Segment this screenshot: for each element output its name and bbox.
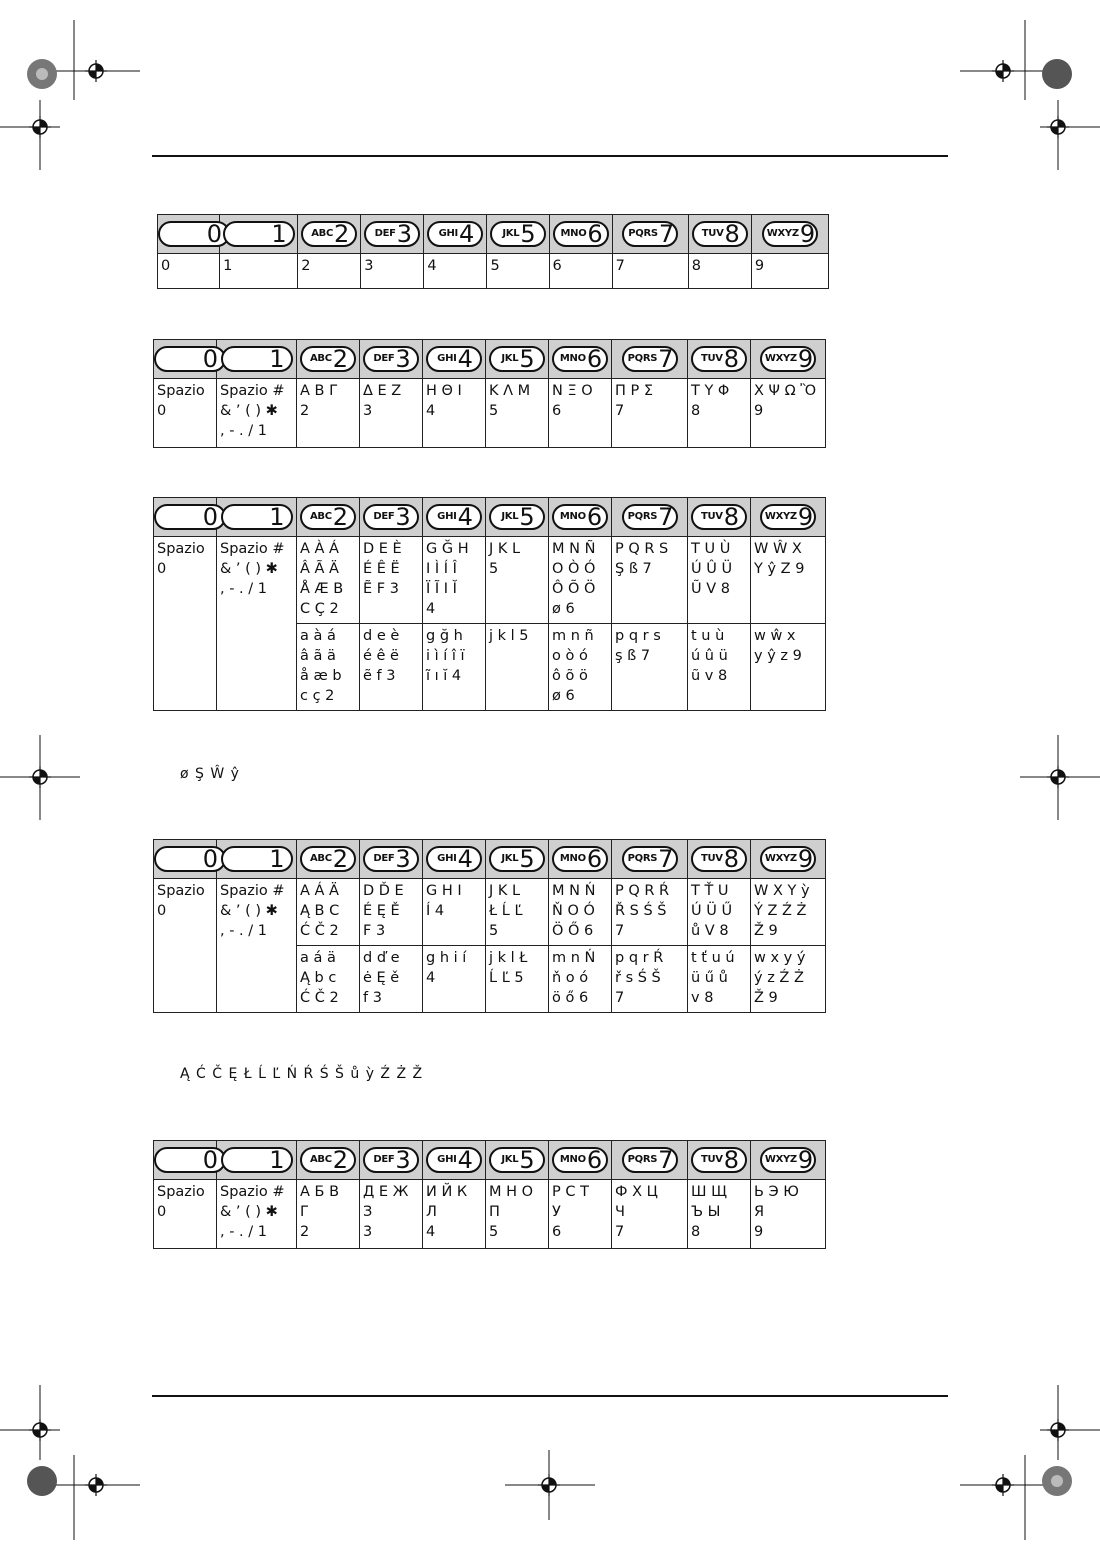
- key-digit: 8: [723, 503, 740, 531]
- key-header-cell: [486, 840, 549, 879]
- key-letters: ABC: [311, 228, 333, 239]
- key-letters: PQRS: [627, 853, 658, 864]
- character-cell: Δ Ε Ζ 3: [360, 379, 423, 448]
- key-3-icon: [363, 846, 419, 872]
- key-digit: 1: [269, 845, 285, 873]
- key-9-icon: [760, 1147, 816, 1173]
- character-cell: Κ Λ Μ 5: [486, 379, 549, 448]
- key-digit: 7: [658, 1146, 674, 1174]
- key-letters: JKL: [501, 353, 519, 364]
- key-letters: PQRS: [627, 353, 658, 364]
- character-cell: 6: [549, 254, 612, 289]
- key-digit: 9: [797, 345, 814, 373]
- key-2-icon: [300, 346, 356, 372]
- character-cell: Spazio # & ’ ( ) ✱ , - . / 1: [217, 1180, 297, 1249]
- key-digit: 4: [457, 1146, 473, 1174]
- key-letters: PQRS: [627, 511, 658, 522]
- key-digit: 0: [202, 503, 218, 531]
- key-4-icon: [427, 221, 483, 247]
- table-row: [154, 537, 826, 624]
- extended-character-table-2: [153, 839, 826, 1013]
- character-cell: m n ñ o ò ó ô õ ö ø 6: [549, 624, 612, 711]
- key-header-cell: [298, 215, 361, 254]
- character-cell: j k l 5: [486, 624, 549, 711]
- table-row: [158, 254, 829, 289]
- key-digit: 8: [723, 1146, 740, 1174]
- key-header-cell: [486, 1141, 549, 1180]
- special-characters-note-1: ø Ş Ŵ ŷ: [180, 766, 240, 782]
- key-letters: WXYZ: [764, 853, 797, 864]
- character-cell: p q r s ş ß 7: [612, 624, 688, 711]
- character-cell: Spazio 0: [154, 379, 217, 448]
- character-cell: A À Á Â Ã Ä Å Æ B C Ç 2: [297, 537, 360, 624]
- key-6-icon: [552, 504, 608, 530]
- character-cell: p q r Ŕ ř s Ś Š 7: [612, 946, 688, 1013]
- character-cell: Η Θ Ι 4: [423, 379, 486, 448]
- character-cell: Spazio 0: [154, 1180, 217, 1249]
- key-letters: GHI: [437, 1154, 457, 1165]
- key-letters: TUV: [700, 853, 723, 864]
- numeric-character-table: [157, 214, 829, 289]
- key-digit: 6: [586, 845, 603, 873]
- character-cell: M N Ń Ň O Ó Ö Ő 6: [549, 879, 612, 946]
- key-digit: 1: [271, 220, 287, 248]
- key-header-cell: [360, 340, 423, 379]
- key-letters: DEF: [373, 853, 395, 864]
- key-letters: JKL: [501, 1154, 519, 1165]
- character-cell: Α Β Γ 2: [297, 379, 360, 448]
- key-1-icon: [221, 346, 293, 372]
- key-3-icon: [363, 346, 419, 372]
- key-header-cell: [486, 340, 549, 379]
- character-cell: W Ŵ X Y ŷ Z 9: [751, 537, 826, 624]
- key-7-icon: [622, 504, 678, 530]
- key-digit: 0: [202, 845, 218, 873]
- key-1-icon: [221, 1147, 293, 1173]
- key-0-icon: [158, 221, 230, 247]
- character-cell: Ν Ξ Ο 6: [549, 379, 612, 448]
- key-6-icon: [552, 346, 608, 372]
- key-letters: ABC: [309, 1154, 332, 1165]
- key-digit: 5: [520, 220, 536, 248]
- key-digit: 4: [457, 503, 473, 531]
- key-6-icon: [552, 846, 608, 872]
- key-0-icon: [154, 846, 226, 872]
- key-digit: 5: [519, 345, 535, 373]
- key-letters: WXYZ: [764, 511, 797, 522]
- key-digit: 6: [586, 503, 603, 531]
- greek-character-table: [153, 339, 826, 448]
- key-digit: 1: [269, 345, 285, 373]
- key-header-cell: [217, 840, 297, 879]
- character-cell: G H I Í 4: [423, 879, 486, 946]
- key-letters: ABC: [309, 353, 332, 364]
- character-cell: И Й К Л 4: [423, 1180, 486, 1249]
- key-header-cell: [154, 340, 217, 379]
- key-digit: 6: [587, 220, 603, 248]
- key-letters: GHI: [437, 511, 457, 522]
- key-letters: TUV: [700, 353, 723, 364]
- key-letters: JKL: [502, 228, 520, 239]
- key-7-icon: [622, 846, 678, 872]
- key-digit: 3: [395, 503, 411, 531]
- character-cell: Spazio 0: [154, 537, 217, 711]
- key-4-icon: [426, 504, 482, 530]
- character-cell: Ш Щ Ъ Ы 8: [688, 1180, 751, 1249]
- key-2-icon: [300, 1147, 356, 1173]
- character-cell: g ğ h i ì í î ï ĩ ı ĭ 4: [423, 624, 486, 711]
- extended-character-table-1: [153, 497, 826, 711]
- key-header-cell: [487, 215, 549, 254]
- key-digit: 3: [395, 1146, 411, 1174]
- character-cell: T U Ù Ú Û Ü Ũ V 8: [688, 537, 751, 624]
- key-header-cell: [360, 1141, 423, 1180]
- character-cell: Spazio 0: [154, 879, 217, 1013]
- key-2-icon: [301, 221, 357, 247]
- key-letters: WXYZ: [764, 1154, 797, 1165]
- key-digit: 9: [797, 503, 814, 531]
- key-header-cell: [360, 498, 423, 537]
- character-cell: P Q R Ŕ Ř S Ś Š 7: [612, 879, 688, 946]
- key-letters: JKL: [501, 853, 519, 864]
- key-digit: 8: [723, 345, 740, 373]
- character-cell: a à á â ã ä å æ b c ç 2: [297, 624, 360, 711]
- key-3-icon: [363, 1147, 419, 1173]
- key-8-icon: [691, 346, 747, 372]
- key-header-cell: [688, 215, 751, 254]
- key-letters: DEF: [373, 353, 395, 364]
- key-header-cell: [549, 840, 612, 879]
- key-1-icon: [221, 504, 293, 530]
- table-row: [154, 379, 826, 448]
- key-digit: 8: [723, 845, 740, 873]
- character-cell: Spazio # & ’ ( ) ✱ , - . / 1: [217, 537, 297, 711]
- character-cell: 5: [487, 254, 549, 289]
- key-0-icon: [154, 1147, 226, 1173]
- key-header-cell: [423, 340, 486, 379]
- key-letters: PQRS: [628, 228, 658, 239]
- key-letters: GHI: [438, 228, 458, 239]
- key-header-cell: [751, 340, 826, 379]
- character-cell: М Н О П 5: [486, 1180, 549, 1249]
- key-letters: TUV: [701, 228, 724, 239]
- key-header-cell: [612, 340, 688, 379]
- key-letters: DEF: [373, 511, 395, 522]
- key-4-icon: [426, 846, 482, 872]
- key-header-cell: [549, 215, 612, 254]
- key-letters: MNO: [560, 228, 587, 239]
- key-9-icon: [760, 346, 816, 372]
- character-cell: J K L Ł Ĺ Ľ 5: [486, 879, 549, 946]
- key-8-icon: [691, 504, 747, 530]
- character-cell: 4: [424, 254, 487, 289]
- special-characters-note-2: Ą Ć Č Ę Ł Ĺ Ľ Ń Ŕ Ś Š ů ỳ Ź Ż Ž: [180, 1066, 424, 1082]
- key-8-icon: [692, 221, 748, 247]
- key-digit: 0: [206, 220, 222, 248]
- key-digit: 2: [332, 345, 349, 373]
- key-1-icon: [223, 221, 295, 247]
- character-cell: Spazio # & ’ ( ) ✱ , - . / 1: [217, 879, 297, 1013]
- key-5-icon: [489, 1147, 545, 1173]
- key-7-icon: [622, 1147, 678, 1173]
- key-7-icon: [622, 346, 678, 372]
- character-cell: D E È É Ê Ë Ẽ F 3: [360, 537, 423, 624]
- key-1-icon: [221, 846, 293, 872]
- character-cell: M N Ñ O Ò Ó Ô Õ Ö ø 6: [549, 537, 612, 624]
- key-digit: 7: [658, 345, 674, 373]
- key-header-cell: [549, 1141, 612, 1180]
- key-header-cell: [217, 498, 297, 537]
- key-digit: 6: [586, 1146, 603, 1174]
- key-0-icon: [154, 346, 226, 372]
- key-header-cell: [751, 1141, 826, 1180]
- character-cell: a á ä Ą b c Ć Č 2: [297, 946, 360, 1013]
- character-cell: d e è é ê ë ẽ f 3: [360, 624, 423, 711]
- character-cell: Π Ρ Σ 7: [612, 379, 688, 448]
- key-digit: 1: [269, 503, 285, 531]
- key-letters: MNO: [559, 353, 586, 364]
- key-header-cell: [158, 215, 220, 254]
- key-digit: 8: [724, 220, 740, 248]
- key-header-cell: [612, 498, 688, 537]
- key-letters: JKL: [501, 511, 519, 522]
- character-cell: 7: [612, 254, 688, 289]
- key-header-cell: [297, 340, 360, 379]
- character-cell: t ť u ú ü ű ů v 8: [688, 946, 751, 1013]
- key-3-icon: [363, 504, 419, 530]
- character-cell: G Ğ H I Ì Í Î Ï Ĩ I Ĭ 4: [423, 537, 486, 624]
- key-digit: 2: [332, 1146, 349, 1174]
- key-2-icon: [300, 504, 356, 530]
- key-letters: WXYZ: [764, 353, 797, 364]
- key-digit: 3: [396, 220, 412, 248]
- character-cell: m n Ń ň o ó ö ő 6: [549, 946, 612, 1013]
- character-cell: W X Y ỳ Ý Z Ź Ż Ž 9: [751, 879, 826, 946]
- key-digit: 4: [457, 345, 473, 373]
- key-header-cell: [424, 215, 487, 254]
- key-4-icon: [426, 346, 482, 372]
- key-2-icon: [300, 846, 356, 872]
- key-digit: 7: [658, 503, 674, 531]
- key-letters: DEF: [374, 228, 396, 239]
- key-letters: DEF: [373, 1154, 395, 1165]
- key-header-cell: [549, 340, 612, 379]
- character-cell: 1: [220, 254, 298, 289]
- character-cell: d ď e ė Ę ě f 3: [360, 946, 423, 1013]
- key-digit: 2: [334, 220, 350, 248]
- key-header-cell: [297, 498, 360, 537]
- character-cell: Spazio # & ’ ( ) ✱ , - . / 1: [217, 379, 297, 448]
- character-cell: g h i í 4: [423, 946, 486, 1013]
- character-cell: t u ù ú û ü ũ v 8: [688, 624, 751, 711]
- key-digit: 7: [658, 845, 674, 873]
- table-row: [154, 879, 826, 946]
- key-letters: ABC: [309, 511, 332, 522]
- key-9-icon: [760, 504, 816, 530]
- character-cell: 3: [361, 254, 424, 289]
- key-digit: 7: [658, 220, 675, 248]
- key-9-icon: [762, 221, 818, 247]
- key-5-icon: [490, 221, 546, 247]
- key-header-cell: [154, 840, 217, 879]
- character-cell: А Б В Г 2: [297, 1180, 360, 1249]
- character-cell: Τ Υ Φ 8: [688, 379, 751, 448]
- key-digit: 2: [332, 845, 349, 873]
- key-header-cell: [612, 840, 688, 879]
- key-digit: 1: [269, 1146, 285, 1174]
- key-digit: 2: [332, 503, 349, 531]
- key-header-cell: [217, 1141, 297, 1180]
- key-digit: 3: [395, 345, 411, 373]
- key-header-cell: [751, 215, 828, 254]
- key-header-cell: [423, 498, 486, 537]
- key-6-icon: [552, 1147, 608, 1173]
- character-cell: Ф Х Ц Ч 7: [612, 1180, 688, 1249]
- key-7-icon: [622, 221, 678, 247]
- key-header-cell: [549, 498, 612, 537]
- key-digit: 5: [519, 1146, 535, 1174]
- key-letters: PQRS: [627, 1154, 658, 1165]
- key-digit: 4: [457, 845, 473, 873]
- key-header-cell: [361, 215, 424, 254]
- key-header-cell: [751, 498, 826, 537]
- key-5-icon: [489, 504, 545, 530]
- key-digit: 3: [395, 845, 411, 873]
- key-header-cell: [688, 498, 751, 537]
- key-header-cell: [423, 840, 486, 879]
- key-digit: 5: [519, 503, 535, 531]
- key-letters: MNO: [559, 853, 586, 864]
- character-cell: j k l Ł Ĺ Ľ 5: [486, 946, 549, 1013]
- key-letters: GHI: [437, 853, 457, 864]
- key-0-icon: [154, 504, 226, 530]
- key-header-cell: [423, 1141, 486, 1180]
- key-header-cell: [360, 840, 423, 879]
- key-digit: 0: [202, 345, 218, 373]
- key-8-icon: [691, 1147, 747, 1173]
- character-cell: A Á Ä Ą B C Ć Č 2: [297, 879, 360, 946]
- key-header-cell: [297, 1141, 360, 1180]
- key-header-cell: [612, 1141, 688, 1180]
- character-cell: P Q R S Ş ß 7: [612, 537, 688, 624]
- key-header-cell: [154, 498, 217, 537]
- key-header-cell: [751, 840, 826, 879]
- key-digit: 4: [458, 220, 475, 248]
- character-cell: w x y ý ý z Ź Ż Ž 9: [751, 946, 826, 1013]
- character-cell: 8: [688, 254, 751, 289]
- character-cell: 2: [298, 254, 361, 289]
- key-digit: 5: [519, 845, 535, 873]
- key-9-icon: [760, 846, 816, 872]
- key-header-cell: [612, 215, 688, 254]
- character-cell: Ь Э Ю Я 9: [751, 1180, 826, 1249]
- key-5-icon: [489, 846, 545, 872]
- key-letters: WXYZ: [766, 228, 799, 239]
- key-digit: 6: [586, 345, 603, 373]
- character-cell: J K L 5: [486, 537, 549, 624]
- key-5-icon: [489, 346, 545, 372]
- key-header-cell: [688, 1141, 751, 1180]
- character-cell: Χ Ψ Ω Ὂ 9: [751, 379, 826, 448]
- character-cell: 9: [751, 254, 828, 289]
- character-cell: Р С Т У 6: [549, 1180, 612, 1249]
- key-letters: TUV: [700, 511, 723, 522]
- key-digit: 9: [799, 220, 816, 248]
- key-header-cell: [486, 498, 549, 537]
- key-8-icon: [691, 846, 747, 872]
- character-cell: D Ď E É Ę Ě F 3: [360, 879, 423, 946]
- key-header-cell: [217, 340, 297, 379]
- key-letters: ABC: [309, 853, 332, 864]
- key-digit: 0: [202, 1146, 218, 1174]
- key-header-cell: [688, 340, 751, 379]
- key-header-cell: [297, 840, 360, 879]
- key-3-icon: [364, 221, 420, 247]
- character-cell: Д Е Ж З 3: [360, 1180, 423, 1249]
- key-header-cell: [688, 840, 751, 879]
- key-letters: MNO: [559, 511, 586, 522]
- key-header-cell: [220, 215, 298, 254]
- key-6-icon: [553, 221, 609, 247]
- key-digit: 9: [797, 845, 814, 873]
- key-digit: 9: [797, 1146, 814, 1174]
- table-row: [154, 1180, 826, 1249]
- key-4-icon: [426, 1147, 482, 1173]
- key-header-cell: [154, 1141, 217, 1180]
- cyrillic-character-table: [153, 1140, 826, 1249]
- character-cell: w ŵ x y ŷ z 9: [751, 624, 826, 711]
- character-cell: T Ť U Ú Ü Ű ů V 8: [688, 879, 751, 946]
- key-letters: GHI: [437, 353, 457, 364]
- key-letters: MNO: [559, 1154, 586, 1165]
- character-cell: 0: [158, 254, 220, 289]
- key-letters: TUV: [700, 1154, 723, 1165]
